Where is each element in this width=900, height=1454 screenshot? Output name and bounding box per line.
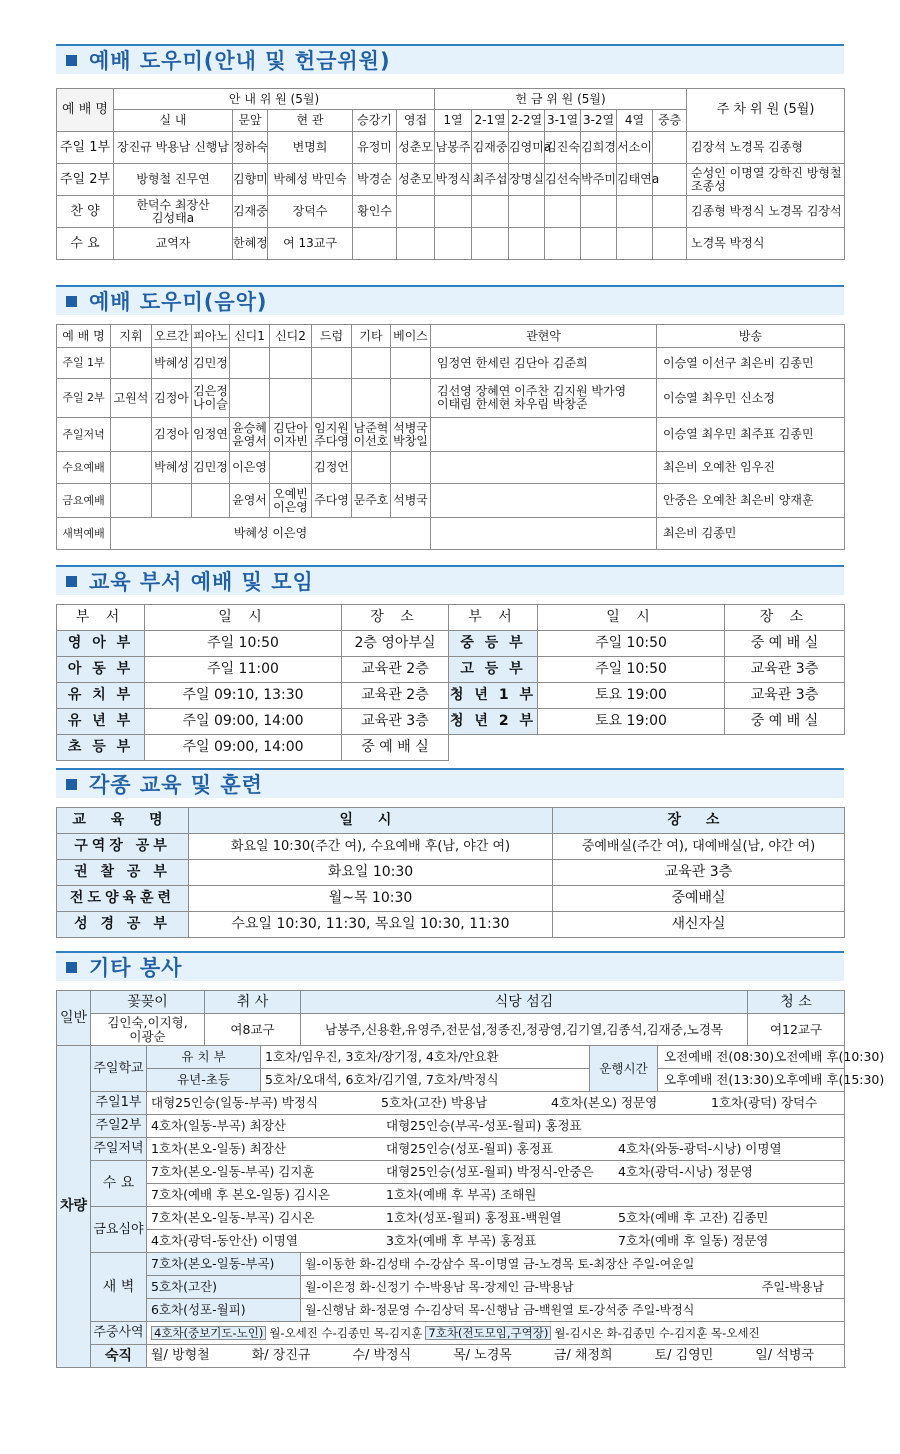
dawn-schedule: 월-이동한 화-김성태 수-강삼수 목-이명열 금-노경목 토-최장산 주일-여운일	[301, 1253, 845, 1276]
dept-label: 중 등 부	[449, 631, 538, 657]
cell-value	[230, 348, 270, 379]
route-value: 대형25인승(부곡-성포-월피) 홍정표	[386, 1118, 582, 1134]
route-value: 1호차(성포-월피) 홍정표-백원열	[386, 1210, 562, 1226]
col-subheader: 실 내	[114, 110, 233, 132]
flower-value: 김인숙,이지형, 이광순	[91, 1014, 205, 1046]
cell-value	[653, 132, 687, 164]
cell-value: 박경순	[353, 164, 397, 196]
route-value: 7호차(본오-일동-부곡) 김지훈	[151, 1164, 315, 1180]
cell-value	[653, 228, 687, 260]
guide-offering-table	[56, 88, 845, 260]
cell-value: 주일 09:00, 14:00	[145, 709, 342, 735]
col-header: 오르간	[152, 325, 192, 348]
section-heading: 각종 교육 및 훈련	[89, 773, 263, 797]
cell-value	[431, 484, 657, 518]
training-table	[56, 807, 845, 938]
square-bullet-icon	[66, 962, 77, 973]
section-title	[56, 951, 844, 981]
route-value: 4호차(광덕-동안산) 이명열	[151, 1233, 298, 1249]
cell-value: 중예배실(주간 여), 대예배실(남, 야간 여)	[553, 834, 845, 860]
cell-value: 한혜정	[233, 228, 268, 260]
cell-value: 화요일 10:30	[189, 860, 553, 886]
col-subheader: 2-1열	[472, 110, 509, 132]
vehicle-label: 차량	[57, 1046, 91, 1368]
cell-value	[352, 379, 391, 418]
cell-value	[270, 452, 312, 484]
col-header: 장 소	[342, 605, 449, 631]
row-label: 주일 1부	[57, 348, 111, 379]
cell-value: 교육관 3층	[553, 860, 845, 886]
course-label: 구역장 공부	[57, 834, 189, 860]
dept-label: 유 년 부	[57, 709, 145, 735]
cell-value: 장덕수	[268, 196, 353, 228]
cell-value: 김선숙	[545, 164, 581, 196]
section-education-depts	[56, 565, 844, 761]
section-title	[56, 285, 844, 315]
dept-label: 아 동 부	[57, 657, 145, 683]
route-value: 5호차(예배 후 고잔) 김종민	[618, 1210, 769, 1226]
row-label: 수요예배	[57, 452, 111, 484]
cell-value: 주일 09:10, 13:30	[145, 683, 342, 709]
duty-value: 일/ 석병국	[755, 1348, 814, 1364]
cell-value	[353, 228, 397, 260]
row-label: 주일저녁	[57, 418, 111, 452]
cell-value	[111, 452, 152, 484]
cell-value	[653, 196, 687, 228]
cell-value	[472, 228, 509, 260]
time-value: 오전예배 후(10:30)	[774, 1049, 885, 1065]
empty-cell	[449, 735, 845, 761]
cell-value	[391, 379, 431, 418]
cell-value: 월~목 10:30	[189, 886, 553, 912]
row-label: 수 요	[91, 1161, 147, 1207]
cell-value: 안중은 오예찬 최은비 양재훈	[657, 484, 845, 518]
cell-value: 남봉주	[435, 132, 472, 164]
dawn-schedule: 월-신행남 화-정문영 수-김상덕 목-신행남 금-백원열 토-강석중 주일-박정식	[301, 1299, 845, 1322]
duty-value: 목/ 노경목	[453, 1348, 512, 1364]
cell-value	[431, 418, 657, 452]
row-label: 주일 1부	[57, 132, 114, 164]
section-worship-helpers	[56, 44, 844, 260]
cell-value: 석병국 박창일	[391, 418, 431, 452]
col-header: 예 배 명	[57, 89, 114, 132]
cooking-value: 여8교구	[205, 1014, 301, 1046]
col-header: 지휘	[111, 325, 152, 348]
square-bullet-icon	[66, 296, 77, 307]
music-table	[56, 324, 845, 550]
cell-value	[270, 348, 312, 379]
cell-value: 유정미	[353, 132, 397, 164]
bus-label: 6호차(성포-월피)	[147, 1299, 301, 1322]
section-training	[56, 768, 844, 938]
bus-label: 7호차(전도모임,구역장)	[425, 1326, 551, 1340]
row-sublabel: 유 치 부	[147, 1046, 261, 1069]
col-header: 기타	[352, 325, 391, 348]
cell-value	[111, 484, 152, 518]
bus-label: 7호차(본오-일동-부곡)	[147, 1253, 301, 1276]
cell-value: 주다영	[312, 484, 352, 518]
course-label: 권 찰 공 부	[57, 860, 189, 886]
cell-value: 중예배실	[553, 886, 845, 912]
cell-value: 임지원 주다영	[312, 418, 352, 452]
section-music-helpers	[56, 285, 844, 550]
duty-value: 금/ 채정희	[553, 1348, 613, 1364]
route-value: 1호차(광덕) 장덕수	[711, 1095, 818, 1111]
route-value: 대형25인승(성포-월피) 홍정표	[386, 1141, 553, 1157]
row-sublabel: 운행시간	[590, 1046, 658, 1092]
route-value: 4호차(본오) 정문영	[551, 1095, 658, 1111]
col-header: 방송	[657, 325, 845, 348]
cell-value: 김정언	[312, 452, 352, 484]
cell-value: 문주호	[352, 484, 391, 518]
cell-value: 김영미a	[509, 132, 545, 164]
cell-value: 김정아	[152, 379, 192, 418]
cell-value: 김장석 노경목 김종형	[687, 132, 845, 164]
row-value: 5호차/오대석, 6호차/김기열, 7호차/박정식	[261, 1069, 590, 1092]
cell-value: 여 13교구	[268, 228, 353, 260]
row-label: 주중사역	[91, 1322, 147, 1345]
cell-value: 주일 10:50	[145, 631, 342, 657]
route-value: 대형25인승(성포-월피) 박정식-안중은	[386, 1164, 594, 1180]
col-header: 취 사	[205, 991, 301, 1014]
cell-value	[312, 379, 352, 418]
cell-value: 새신자실	[553, 912, 845, 938]
cell-value	[617, 196, 653, 228]
cell-value: 석병국	[391, 484, 431, 518]
cell-value: 성춘모	[397, 132, 435, 164]
cell-value	[352, 452, 391, 484]
cell-value: 장명실	[509, 164, 545, 196]
dept-label: 청 년 1 부	[449, 683, 538, 709]
col-header: 신디1	[230, 325, 270, 348]
col-subheader: 1열	[435, 110, 472, 132]
col-header: 안 내 위 원 (5월)	[114, 89, 435, 110]
route-value: 7호차(예배 후 일동) 정문영	[618, 1233, 769, 1249]
dept-label: 청 년 2 부	[449, 709, 538, 735]
cell-value: 김진숙	[545, 132, 581, 164]
cell-value: 임정연	[192, 418, 230, 452]
row-label: 금요예배	[57, 484, 111, 518]
cell-value	[545, 196, 581, 228]
cell-value: 박정식	[435, 164, 472, 196]
cell-value: 화요일 10:30(주간 여), 수요예배 후(남, 야간 여)	[189, 834, 553, 860]
section-title	[56, 768, 844, 798]
cell-value	[581, 228, 617, 260]
col-header: 예 배 명	[57, 325, 111, 348]
col-header: 일 시	[145, 605, 342, 631]
duty-value: 화/ 장진규	[251, 1348, 311, 1364]
night-duty-label: 숙직	[91, 1345, 147, 1368]
dawn-schedule: 주일-박용남	[761, 1279, 825, 1294]
course-label: 전도양육훈련	[57, 886, 189, 912]
col-header: 헌 금 위 원 (5월)	[435, 89, 687, 110]
col-header: 부 서	[449, 605, 538, 631]
cell-value: 박혜성 박민숙	[268, 164, 353, 196]
col-subheader: 승강기	[353, 110, 397, 132]
education-table	[56, 604, 845, 761]
cell-value: 박혜성 이은영	[111, 518, 431, 550]
col-subheader: 3-1열	[545, 110, 581, 132]
cell-value	[391, 452, 431, 484]
service-table	[56, 990, 885, 1368]
route-value: 4호차(광덕-시낭) 정문영	[618, 1164, 753, 1180]
cell-value: 황인수	[353, 196, 397, 228]
cell-value: 이승열 이선구 최은비 김종민	[657, 348, 845, 379]
cell-value	[581, 196, 617, 228]
col-header: 식당 섬김	[301, 991, 748, 1014]
cell-value: 김민정	[192, 348, 230, 379]
cleaning-value: 여12교구	[748, 1014, 845, 1046]
cell-value	[472, 196, 509, 228]
route-value: 월-오세진 수-김종민 목-김지훈	[269, 1325, 423, 1340]
route-value: 대형25인승(일동-부곡) 박정식	[151, 1095, 318, 1111]
cell-value	[230, 379, 270, 418]
row-label: 찬 양	[57, 196, 114, 228]
dept-label: 초 등 부	[57, 735, 145, 761]
course-label: 성 경 공 부	[57, 912, 189, 938]
col-header: 베이스	[391, 325, 431, 348]
row-label: 새벽예배	[57, 518, 111, 550]
col-header: 신디2	[270, 325, 312, 348]
time-value: 오후예배 전(13:30)	[664, 1072, 775, 1088]
row-label: 주일 2부	[57, 379, 111, 418]
square-bullet-icon	[66, 779, 77, 790]
bus-label: 4호차(중보기도-노인)	[151, 1326, 266, 1340]
cell-value: 박주미	[581, 164, 617, 196]
cell-value: 주일 10:50	[538, 631, 725, 657]
col-header: 교 육 명	[57, 808, 189, 834]
cell-value	[270, 379, 312, 418]
cell-value	[435, 196, 472, 228]
section-title	[56, 44, 844, 74]
cell-value: 토요 19:00	[538, 709, 725, 735]
cell-value: 김종형 박정식 노경목 김장석	[687, 196, 845, 228]
cell-value: 주일 09:00, 14:00	[145, 735, 342, 761]
col-subheader: 문앞	[233, 110, 268, 132]
cell-value	[509, 228, 545, 260]
cafeteria-value: 남봉주,신용환,유영주,전문섭,정종진,정광영,김기열,김종석,김재중,노경목	[301, 1014, 748, 1046]
cell-value: 중 예 배 실	[342, 735, 449, 761]
cell-value: 교육관 2층	[342, 683, 449, 709]
route-value: 4호차(일동-부곡) 최장산	[151, 1118, 286, 1134]
cell-value: 교역자	[114, 228, 233, 260]
cell-value: 김재중	[233, 196, 268, 228]
general-label: 일반	[57, 991, 91, 1046]
row-sublabel: 유년-초등	[147, 1069, 261, 1092]
route-value: 7호차(예배 후 본오-일동) 김시온	[151, 1187, 331, 1203]
cell-value: 김재중	[472, 132, 509, 164]
route-value: 5호차(고잔) 박용남	[381, 1095, 488, 1111]
col-header: 일 시	[538, 605, 725, 631]
section-heading: 예배 도우미(음악)	[89, 290, 268, 314]
cell-value: 중 예 배 실	[725, 709, 845, 735]
col-header: 부 서	[57, 605, 145, 631]
cell-value: 최은비 오예찬 임우진	[657, 452, 845, 484]
cell-value: 김태연a	[617, 164, 653, 196]
cell-value: 김민정	[192, 452, 230, 484]
cell-value: 오예빈 이은영	[270, 484, 312, 518]
section-heading: 예배 도우미(안내 및 헌금위원)	[89, 49, 391, 73]
cell-value: 교육관 3층	[725, 683, 845, 709]
cell-value	[352, 348, 391, 379]
cell-value: 방형철 진무연	[114, 164, 233, 196]
cell-value: 2층 영아부실	[342, 631, 449, 657]
cell-value: 순성인 이명열 강학진 방형철 조종성	[687, 164, 845, 196]
row-label: 수 요	[57, 228, 114, 260]
cell-value: 교육관 3층	[342, 709, 449, 735]
col-header: 관현악	[431, 325, 657, 348]
col-subheader: 3-2열	[581, 110, 617, 132]
cell-value: 성춘모	[397, 164, 435, 196]
row-label: 주일학교	[91, 1046, 147, 1092]
cell-value: 김단아 이자빈	[270, 418, 312, 452]
col-header: 주 차 위 원 (5월)	[687, 89, 845, 132]
cell-value	[391, 348, 431, 379]
time-value: 오전예배 전(08:30)	[664, 1049, 775, 1065]
cell-value: 중 예 배 실	[725, 631, 845, 657]
row-value: 1호차/임우진, 3호차/장기정, 4호차/안요환	[261, 1046, 590, 1069]
cell-value: 한덕수 최장산 김성태a	[114, 196, 233, 228]
cell-value: 임정연 한세린 김단아 김준희	[431, 348, 657, 379]
cell-value: 노경목 박정식	[687, 228, 845, 260]
cell-value	[509, 196, 545, 228]
cell-value: 남준혁 이선호	[352, 418, 391, 452]
route-value: 4호차(와동-광덕-시낭) 이명열	[618, 1141, 782, 1157]
row-label: 주일저녁	[91, 1138, 147, 1161]
route-value: 3호차(예배 후 부곡) 홍정표	[386, 1233, 537, 1249]
cell-value	[397, 196, 435, 228]
cell-value	[431, 452, 657, 484]
cell-value	[431, 518, 657, 550]
route-value: 1호차(예배 후 부곡) 조해원	[386, 1187, 537, 1203]
duty-value: 월/ 방형철	[151, 1348, 210, 1364]
col-header: 드럼	[312, 325, 352, 348]
col-subheader: 2-2열	[509, 110, 545, 132]
section-heading: 교육 부서 예배 및 모임	[89, 570, 314, 594]
cell-value: 김선영 장혜연 이주찬 김지원 박가영 이태림 한세현 차우림 박창준	[431, 379, 657, 418]
cell-value	[435, 228, 472, 260]
cell-value: 김희경	[581, 132, 617, 164]
cell-value: 윤영서	[230, 484, 270, 518]
section-heading: 기타 봉사	[89, 956, 183, 980]
time-value: 오후예배 후(15:30)	[774, 1072, 885, 1088]
col-header: 피아노	[192, 325, 230, 348]
dept-label: 영 아 부	[57, 631, 145, 657]
dept-label: 유 치 부	[57, 683, 145, 709]
square-bullet-icon	[66, 55, 77, 66]
cell-value: 윤승혜 윤영서	[230, 418, 270, 452]
cell-value: 이은영	[230, 452, 270, 484]
col-header: 일 시	[189, 808, 553, 834]
cell-value: 김은정 나이슬	[192, 379, 230, 418]
route-value: 1호차(본오-일동) 최장산	[151, 1141, 286, 1157]
route-value: 월-김시온 화-김종민 수-김지훈 목-오세진	[554, 1325, 760, 1340]
cell-value: 주일 10:50	[538, 657, 725, 683]
cell-value: 김향미	[233, 164, 268, 196]
col-header: 장 소	[553, 808, 845, 834]
row-label: 금요심야	[91, 1207, 147, 1253]
col-header: 장 소	[725, 605, 845, 631]
row-label: 주일1부	[91, 1092, 147, 1115]
row-label: 주일 2부	[57, 164, 114, 196]
cell-value	[192, 484, 230, 518]
cell-value: 서소이	[617, 132, 653, 164]
square-bullet-icon	[66, 576, 77, 587]
col-subheader: 영접	[397, 110, 435, 132]
col-subheader: 중층	[653, 110, 687, 132]
cell-value: 이승열 최우민 최주표 김종민	[657, 418, 845, 452]
row-label: 새 벽	[91, 1253, 147, 1322]
col-subheader: 4열	[617, 110, 653, 132]
cell-value: 주일 11:00	[145, 657, 342, 683]
dept-label: 고 등 부	[449, 657, 538, 683]
cell-value	[617, 228, 653, 260]
cell-value: 김정아	[152, 418, 192, 452]
cell-value	[545, 228, 581, 260]
cell-value: 정하숙	[233, 132, 268, 164]
row-label: 주일2부	[91, 1115, 147, 1138]
cell-value	[111, 348, 152, 379]
duty-value: 토/ 김영민	[654, 1348, 714, 1364]
duty-value: 수/ 박정식	[352, 1348, 412, 1364]
cell-value: 이승열 최우민 신소정	[657, 379, 845, 418]
cell-value	[312, 348, 352, 379]
cell-value: 박혜성	[152, 452, 192, 484]
cell-value: 박혜성	[152, 348, 192, 379]
cell-value: 장진규 박용남 신행남	[114, 132, 233, 164]
dawn-schedule: 월-이은정 화-신정기 수-박용남 목-장제인 금-박용남	[305, 1279, 574, 1294]
cell-value	[397, 228, 435, 260]
section-other-service	[56, 951, 885, 1368]
col-subheader: 현 관	[268, 110, 353, 132]
cell-value: 교육관 2층	[342, 657, 449, 683]
cell-value	[111, 418, 152, 452]
cell-value: 교육관 3층	[725, 657, 845, 683]
section-title	[56, 565, 844, 595]
cell-value	[152, 484, 192, 518]
cell-value: 수요일 10:30, 11:30, 목요일 10:30, 11:30	[189, 912, 553, 938]
col-header: 꽃꽂이	[91, 991, 205, 1014]
cell-value: 최주섭	[472, 164, 509, 196]
cell-value: 고원석	[111, 379, 152, 418]
col-header: 청 소	[748, 991, 845, 1014]
cell-value: 토요 19:00	[538, 683, 725, 709]
route-value: 7호차(본오-일동-부곡) 김시온	[151, 1210, 315, 1226]
cell-value: 최은비 김종민	[657, 518, 845, 550]
bus-label: 5호차(고잔)	[147, 1276, 301, 1299]
cell-value: 변명희	[268, 132, 353, 164]
